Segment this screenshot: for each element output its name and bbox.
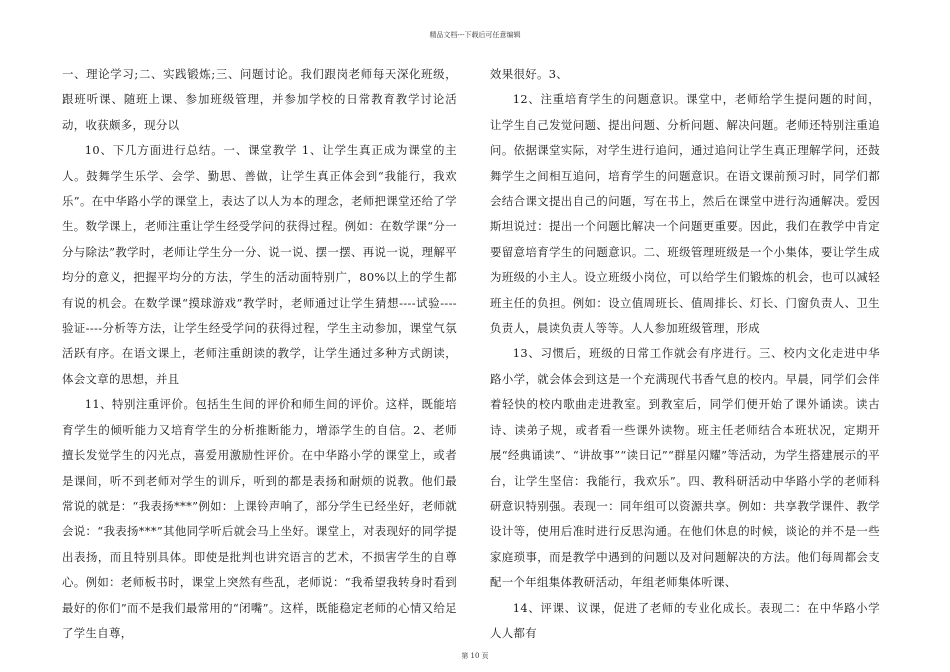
paragraph: 一、理论学习;二、实践锻炼;三、问题讨论。我们跟岗老师每天深化班级，跟班听课、随班上课、参加班级管理，并参加学校的日常教育教学讨论活动，收获颇多，现分以 xyxy=(62,67,457,132)
page-number: 第 10 页 xyxy=(461,652,489,660)
right-column xyxy=(490,62,880,646)
paragraph: 13、习惯后，班级的日常工作就会有序进行。三、校内文化走进中华路小学，就会体会到这是一个充满现代书香气息的校内。早晨，同学们会伴着轻快的校内歌曲走进教室。到教室后，同学们便开始了课外诵读。读古诗、读弟子规，或者看一些课外读物。班主任老师结合本班状况，定期开展“经典诵读”、“讲故事”“读日记”“群星闪耀”等活动，为学生搭建展示的平台，让学生坚信：我能行，我欢乐”。四、教科研活动中华路小学的老师科研意识特别强。表现一：同年组可以资源共享。例如：共享教学课件、教学设计等，使用后准时进行反思沟通。在他们休息的时候，谈论的并不是一些家庭琐事，而是教学中遇到的问题以及对问题解决的方法。他们每周都会支配一个年组集体教研活动，年组老师集体听课、 xyxy=(490,346,880,590)
paragraph: 10、下几方面进行总结。一、课堂教学 1、让学生真正成为课堂的主人。鼓舞学生乐学、会学、勤思、善做，让学生真正体会到“我能行，我欢乐”。在中华路小学的课堂上，表达了以人为本的理念，老师把课堂还给了学生。数学课上，老师注重让学生经受学问的获得过程。例如：在数学课“分一分与除法”教学时，老师让学生分一分、说一说、摆一摆、再说一说，理解平均分的意义，把握平均分的方法，学生的活动面特别广，80%以上的学生都有说的机会。在数学课“摸球游戏”教学时，老师通过让学生猜想----试验----验证----分析等方法，让学生经受学问的获得过程，学生主动参加，课堂气氛活跃有序。在语文课上，老师注重朗读的教学，让学生通过多种方式朗读，体会文章的思想，并且 xyxy=(62,143,457,386)
left-column xyxy=(62,62,457,646)
page-header: 精品文档---下载后可任意编辑 xyxy=(429,31,521,39)
paragraph: 12、注重培育学生的问题意识。课堂中，老师给学生提问题的时间，让学生自己发觉问题、提出问题、分析问题、解决问题。老师还特别注重追问。依据课堂实际，对学生进行追问，通过追问让学生真正理解学问，还鼓舞学生之间相互追问，培育学生的问题意识。在语文课前预习时，同学们都会结合课文提出自己的问题，写在书上，然后在课堂中进行沟通解决。爱因斯坦说过：提出一个问题比解决一个问题更重要。因此，我们在教学中肯定要留意培育学生的问题意识。二、班级管理班级是一个小集体，要让学生成为班级的小主人。设立班级小岗位，可以给学生们锻炼的机会，也可以减轻班主任的负担。例如：设立值周班长、值周排长、灯长、门窗负责人、卫生负责人，晨读负责人等等。人人参加班级管理，形成 xyxy=(490,92,880,336)
paragraph: 11、特别注重评价。包括生生间的评价和师生间的评价。这样，既能培育学生的倾听能力又培育学生的分析推断能力，增添学生的自信。2、老师擅长发觉学生的闪光点，喜爱用激励性评价。在中华路小学的课堂上，或者是课间，听不到老师对学生的训斥，听到的都是表扬和耐烦的说教。他们最常说的就是：“我表扬***”例如：上课铃声响了，部分学生已经坐好，老师就会说：“我表扬***”其他同学听后就会马上坐好。课堂上，对表现好的同学提出表扬，而且特别具体。即使是批判也讲究语言的艺术，不损害学生的自尊心。例如：老师板书时，课堂上突然有些乱，老师说：“我希望我转身时看到最好的你们”而不是我们最常用的“闭嘴”。这样，既能稳定老师的心情又给足了学生自尊， xyxy=(62,397,457,640)
paragraph: 14、评课、议课，促进了老师的专业化成长。表现二：在中华路小学人人都有 xyxy=(490,600,880,640)
paragraph: 效果很好。3、 xyxy=(490,67,569,81)
